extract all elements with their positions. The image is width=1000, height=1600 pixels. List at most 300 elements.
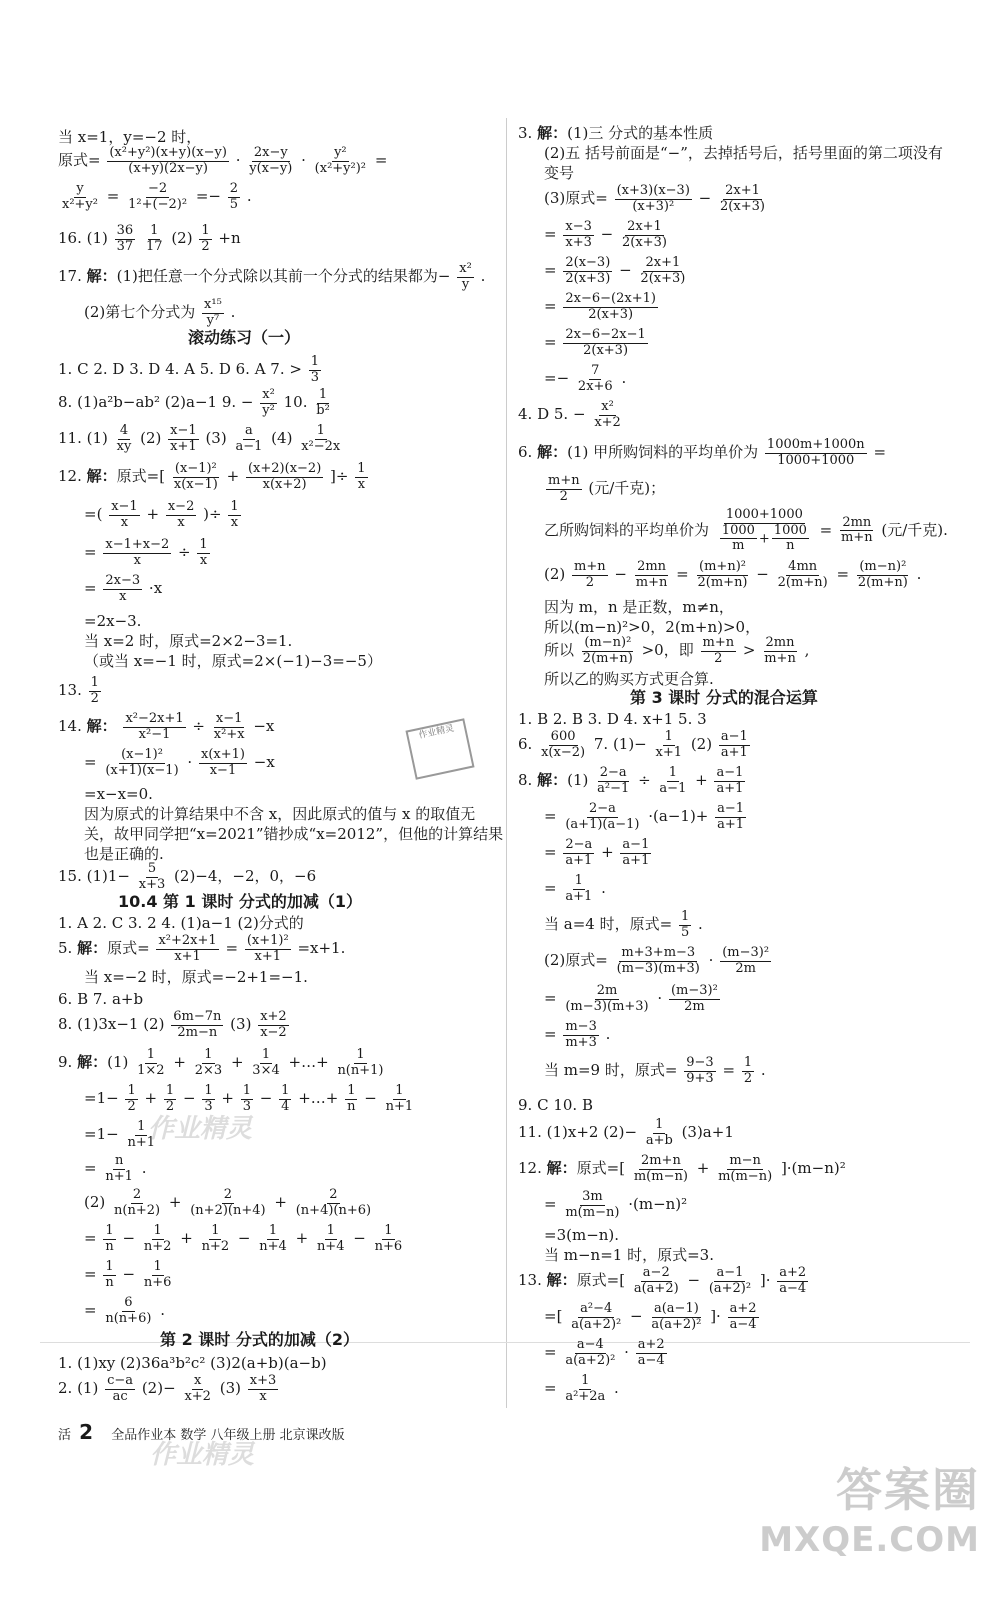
text: 6. <box>518 443 533 462</box>
text: 13. <box>518 1271 542 1290</box>
text: = <box>544 1025 557 1044</box>
answer-row <box>518 730 752 760</box>
text: 1. C 2. D 3. D 4. A 5. D 6. A 7. > <box>58 360 302 379</box>
text: . <box>601 879 606 898</box>
denominator: n <box>347 1098 356 1114</box>
text: 17. <box>58 267 82 286</box>
text: = <box>544 333 557 352</box>
text: (3) <box>230 1015 252 1034</box>
numerator: (m−n)² <box>859 559 907 574</box>
denominator: a−1 <box>235 438 263 454</box>
text: − <box>614 565 627 584</box>
watermark: 作业精灵 <box>148 1114 253 1144</box>
text: = <box>544 989 557 1008</box>
numerator: 2m+n <box>640 1153 681 1168</box>
text: . <box>621 369 627 388</box>
text: + <box>180 1229 193 1248</box>
denominator: x²+y² <box>62 196 98 212</box>
fraction <box>563 292 658 322</box>
denominator: a(a+2)² <box>651 1316 702 1332</box>
fraction <box>576 364 615 394</box>
fraction <box>720 524 757 554</box>
numerator: 1 <box>316 423 325 438</box>
numerator: 2−a <box>599 765 627 780</box>
numerator: 1 <box>90 675 99 690</box>
denominator: a+1 <box>717 816 745 832</box>
line <box>58 182 252 212</box>
numerator: m+n <box>548 473 580 488</box>
numerator: 2 <box>229 181 239 196</box>
text: = <box>106 187 120 206</box>
fraction <box>168 424 199 454</box>
text: − <box>364 1089 377 1108</box>
solution-label: 解： <box>77 939 108 958</box>
line <box>544 1374 619 1404</box>
numerator: x(x+1) <box>200 747 245 762</box>
text: 原式= <box>107 939 150 958</box>
denominator: 1000+1000 <box>777 452 855 468</box>
denominator: a(a+2) <box>633 1280 679 1296</box>
numerator: 1 <box>137 1119 146 1134</box>
text: = <box>544 297 557 316</box>
text: . <box>141 1159 147 1178</box>
text: + <box>173 1053 186 1072</box>
numerator: 9−3 <box>686 1055 714 1070</box>
line <box>544 256 689 286</box>
numerator: x+2 <box>260 1009 287 1024</box>
text: 原式=[ <box>576 1159 626 1178</box>
line: 也是正确的. <box>84 845 164 863</box>
denominator: 1²+(−2)² <box>128 196 188 212</box>
fraction <box>765 438 867 468</box>
text: + <box>226 467 240 486</box>
fraction <box>636 1338 667 1368</box>
numerator: a−1 <box>720 729 748 744</box>
numerator: 2x−3 <box>105 573 141 588</box>
corner-watermark <box>759 1454 980 1560</box>
denominator: 2m <box>735 960 756 976</box>
line <box>84 1260 175 1290</box>
numerator: 3m <box>582 1189 603 1204</box>
fraction <box>720 946 771 976</box>
numerator: (m−3)² <box>670 983 718 998</box>
denominator: 9+3 <box>686 1070 714 1086</box>
denominator: x+1 <box>655 744 683 760</box>
fraction <box>197 538 209 568</box>
line <box>544 802 748 832</box>
line <box>544 1190 687 1220</box>
fraction <box>654 730 685 760</box>
denominator: 37 <box>116 238 134 254</box>
numerator: 1 <box>664 729 673 744</box>
text: 乙所购饲料的平均单价为 <box>544 520 710 539</box>
numerator: (x²+y²)(x+y)(x−y) <box>109 145 227 160</box>
denominator: 2(m+n) <box>777 574 828 590</box>
line <box>544 1338 669 1368</box>
text: ]· <box>759 1271 771 1290</box>
answer-row <box>58 1374 280 1404</box>
denominator: x <box>119 588 127 604</box>
text: 13. <box>58 681 82 700</box>
denominator: x+3 <box>565 234 592 250</box>
numerator: 1 <box>153 1223 162 1238</box>
numerator: a+2 <box>729 1301 757 1316</box>
text: ]·(m−n)² <box>780 1159 846 1178</box>
text: + <box>168 1193 182 1212</box>
line <box>84 1188 375 1218</box>
denominator: 2(x+3) <box>565 270 611 286</box>
text: (2)原式= <box>544 951 608 970</box>
numerator: −2 <box>148 181 168 196</box>
text: ·(a−1)+ <box>648 807 709 826</box>
fraction <box>715 802 746 832</box>
section-title: 滚动练习（一） <box>188 328 301 347</box>
denominator: x−1 <box>209 762 237 778</box>
section-title: 第 2 课时 分式的加减（2） <box>160 1330 359 1349</box>
denominator: xy <box>116 438 132 454</box>
text: (2)第七个分式为 <box>84 303 196 322</box>
text: (1)三 分式的基本性质 <box>567 124 714 142</box>
denominator: 2(m+n) <box>857 574 908 590</box>
numerator: a <box>245 423 253 438</box>
denominator: n+2 <box>201 1238 230 1254</box>
text: 原式= <box>58 151 101 170</box>
line <box>58 128 201 147</box>
numerator: n <box>114 1153 124 1168</box>
line <box>544 292 660 322</box>
denominator: x <box>120 514 129 530</box>
text: (3)a+1 <box>681 1123 734 1142</box>
text: −x <box>253 717 275 736</box>
text: · <box>708 951 714 970</box>
fraction <box>109 500 140 530</box>
denominator: y(x−y) <box>249 160 293 176</box>
numerator: a+2 <box>779 1265 807 1280</box>
numerator: 2 <box>329 1187 338 1202</box>
numerator: x² <box>262 387 275 402</box>
fraction <box>166 500 197 530</box>
text: + <box>274 1193 287 1212</box>
fraction <box>258 1010 289 1040</box>
text: (4) <box>271 429 293 448</box>
text: − <box>182 1089 196 1108</box>
fraction <box>105 1374 135 1404</box>
numerator: (x−1)² <box>174 461 217 476</box>
denominator: 2(x+3) <box>640 270 686 286</box>
text: (2) <box>544 565 566 584</box>
text: = <box>544 879 557 898</box>
answer-16 <box>58 224 241 254</box>
denominator: n(n+2) <box>114 1202 161 1218</box>
text: = <box>84 579 97 598</box>
denominator: x²+x <box>213 726 245 742</box>
denominator: 2(m+n) <box>582 650 633 666</box>
numerator: 2−a <box>588 801 616 816</box>
text: (2)− <box>141 1379 176 1398</box>
fraction <box>279 1084 291 1114</box>
text: − <box>687 1271 701 1290</box>
line <box>544 910 703 940</box>
text: =1− <box>84 1089 119 1108</box>
denominator: a+1 <box>622 852 650 868</box>
text: . <box>698 915 703 934</box>
text: )÷ <box>203 505 222 524</box>
solution-label: 解： <box>546 1271 577 1290</box>
line <box>84 1154 146 1184</box>
numerator: m−n <box>729 1153 761 1168</box>
text: = <box>722 1061 736 1080</box>
line: =2x−3. <box>84 612 142 630</box>
line: 变号 <box>544 164 575 182</box>
fraction <box>563 328 647 358</box>
denominator: n <box>786 538 795 554</box>
denominator: 3×4 <box>252 1062 280 1078</box>
text: =[ <box>544 1307 563 1326</box>
answer-row <box>518 1118 734 1148</box>
text: 2. (1) <box>58 1379 99 1398</box>
numerator: 2m <box>596 983 618 998</box>
fraction <box>233 424 264 454</box>
line <box>544 220 671 250</box>
numerator: 4 <box>119 423 129 438</box>
fraction <box>762 636 798 666</box>
denominator: (a+2)² <box>708 1280 752 1296</box>
text: (3) <box>205 429 227 448</box>
line <box>544 364 626 394</box>
text: 8. <box>518 771 533 790</box>
numerator: 1 <box>201 223 210 238</box>
text: · <box>657 989 663 1008</box>
denominator: x+1 <box>254 948 281 964</box>
denominator: (a+1)(a−1) <box>565 816 640 832</box>
numerator: (m−3)² <box>722 945 770 960</box>
numerator: 1 <box>127 1083 136 1098</box>
text: = <box>544 807 557 826</box>
denominator: 2 <box>585 574 594 590</box>
line: 所以(m−n)²>0，2(m+n)>0， <box>544 618 761 636</box>
fraction <box>144 224 165 254</box>
text: (元/千克). <box>881 520 948 539</box>
denominator: 2 <box>201 238 210 254</box>
text: +n <box>218 229 241 248</box>
denominator: m+n <box>635 574 668 590</box>
denominator: (x+y)(2x−y) <box>128 160 208 176</box>
denominator: b² <box>316 402 330 418</box>
denominator: x+2 <box>184 1388 211 1404</box>
denominator: 5 <box>680 924 690 940</box>
denominator: m(m−n) <box>633 1168 688 1184</box>
line <box>84 500 243 530</box>
text: = <box>84 753 97 772</box>
fraction <box>679 910 691 940</box>
numerator: 7 <box>591 363 600 378</box>
stamp-text: 作业精灵 <box>417 723 456 742</box>
denominator: y² <box>262 402 275 418</box>
denominator: 3 <box>242 1098 252 1114</box>
text: +…+ <box>288 1053 329 1072</box>
line <box>544 984 722 1014</box>
numerator: a−1 <box>716 765 744 780</box>
numerator: x²−2x+1 <box>125 711 184 726</box>
fraction <box>315 1224 347 1254</box>
numerator: 1000 <box>721 522 755 538</box>
answer-12 <box>518 1154 846 1184</box>
text: ]· <box>710 1307 721 1326</box>
fraction <box>142 1224 174 1254</box>
line: 当 x=2 时，原式=2×2−3=1. <box>84 632 293 650</box>
solution-label: 解： <box>537 124 568 142</box>
fraction <box>728 1302 759 1332</box>
line <box>544 508 948 554</box>
denominator: 3 <box>204 1098 213 1114</box>
denominator: n+6 <box>374 1238 403 1254</box>
fraction <box>632 1154 690 1184</box>
fraction <box>135 1048 166 1078</box>
fraction <box>314 388 332 418</box>
answer-3 <box>518 124 713 143</box>
denominator: a−4 <box>637 1352 665 1368</box>
solution-label: 解： <box>537 771 568 790</box>
answer-row: 1. B 2. B 3. D 4. x+1 5. 3 <box>518 710 707 728</box>
text: >0，即 <box>641 641 694 660</box>
fraction <box>742 1056 754 1086</box>
fraction <box>199 748 247 778</box>
fraction <box>103 1296 153 1326</box>
numerator: x−2 <box>167 499 195 514</box>
text: (元/千克)； <box>588 479 666 498</box>
line <box>58 146 387 176</box>
numerator: 2mn <box>637 559 667 574</box>
fraction <box>245 934 291 964</box>
answer-row <box>58 388 334 418</box>
fraction <box>718 184 767 214</box>
line <box>544 328 650 358</box>
line <box>84 748 275 778</box>
text: . <box>605 1025 611 1044</box>
denominator: x(x−2) <box>541 744 586 760</box>
fraction <box>103 1260 115 1290</box>
text: − <box>122 1229 136 1248</box>
text: = <box>544 843 557 862</box>
line: 当 m−n=1 时，原式=3. <box>544 1246 714 1264</box>
numerator: 1 <box>230 499 239 514</box>
denominator: (n+4)(n+6) <box>295 1202 372 1218</box>
denominator: a²+2a <box>565 1388 606 1404</box>
fraction <box>569 1302 623 1332</box>
line: (2)五 括号前面是“−”，去掉括号后，括号里面的第二项没有 <box>544 144 943 162</box>
line: 因为原式的计算结果中不含 x，因此原式的值与 x 的取值无 <box>84 805 476 823</box>
numerator: 36 <box>116 223 134 238</box>
fraction <box>669 984 720 1014</box>
numerator: a(a−1) <box>653 1301 699 1316</box>
fraction <box>707 1266 753 1296</box>
denominator: a−4 <box>779 1280 807 1296</box>
text: (1) 甲所购饲料的平均单价为 <box>567 443 759 462</box>
text: · <box>624 1343 629 1362</box>
fraction <box>539 730 587 760</box>
line <box>84 538 212 568</box>
answer-9 <box>58 1048 388 1078</box>
fraction <box>112 1188 162 1218</box>
answer-row: 1. A 2. C 3. 2 4. (1)a−1 (2)分式的 <box>58 914 304 932</box>
solution-label: 解： <box>86 717 117 736</box>
numerator: 1 <box>743 1055 753 1070</box>
denominator: 2 <box>559 488 568 504</box>
line: 关，故甲同学把“x=2021”错抄成“x=2012”，但他的计算结果 <box>84 825 504 843</box>
text: 6. <box>518 735 533 754</box>
denominator: 2m <box>684 998 705 1014</box>
text: (1) <box>567 771 589 790</box>
denominator: m <box>732 538 745 554</box>
fraction <box>125 1084 137 1114</box>
answer-5 <box>58 934 345 964</box>
numerator: 2x−y <box>253 145 288 160</box>
text: · <box>187 753 193 772</box>
denominator: n+4 <box>259 1238 287 1254</box>
fraction <box>719 730 750 760</box>
denominator: a(a+2)² <box>571 1316 622 1332</box>
denominator: 2 <box>743 1070 753 1086</box>
text: ·(m−n)² <box>628 1195 688 1214</box>
numerator: 1 <box>204 1083 213 1098</box>
fraction <box>373 1224 405 1254</box>
numerator: 2x+1 <box>627 219 662 234</box>
denominator: a²−1 <box>597 780 630 796</box>
line <box>544 838 653 868</box>
numerator: 1 <box>680 909 690 924</box>
text: + <box>696 1159 710 1178</box>
denominator: m(m−n) <box>718 1168 773 1184</box>
fraction <box>137 862 168 892</box>
denominator: n <box>105 1274 114 1290</box>
numerator: 2 <box>132 1187 142 1202</box>
numerator: x−1 <box>170 423 197 438</box>
answer-13 <box>58 676 103 706</box>
numerator: (x+1)² <box>246 933 289 948</box>
numerator: 1 <box>150 223 159 238</box>
text: = <box>374 151 388 170</box>
denominator: n(n+6) <box>105 1310 152 1326</box>
text: 12. <box>518 1159 542 1178</box>
answer-row: 6. B 7. a+b <box>58 990 144 1008</box>
denominator: m+3 <box>565 1034 597 1050</box>
line: 所以乙的购买方式更合算. <box>544 670 714 688</box>
denominator: 2(x+3) <box>588 306 634 322</box>
text: 14. <box>58 717 82 736</box>
denominator: 1×2 <box>137 1062 165 1078</box>
line <box>84 1296 165 1326</box>
denominator: (n+2)(n+4) <box>190 1202 266 1218</box>
denominator: a+1 <box>565 888 593 904</box>
numerator: (m+n)² <box>699 559 746 574</box>
fraction <box>563 802 641 832</box>
fraction <box>309 355 321 385</box>
numerator: m−3 <box>565 1019 597 1034</box>
numerator: 1000m+1000n <box>766 437 865 452</box>
answer-8 <box>518 766 747 796</box>
text: + <box>295 1229 309 1248</box>
numerator: 1 <box>204 1047 213 1062</box>
numerator: a−2 <box>642 1265 670 1280</box>
fraction <box>563 220 594 250</box>
solution-label: 解： <box>86 467 117 486</box>
denominator: x <box>230 514 239 530</box>
numerator: a−1 <box>717 801 745 816</box>
text: 当 x=1，y=−2 时， <box>58 128 202 146</box>
answer-row: 1. (1)xy (2)36a³b²c² (3)2(a+b)(a−b) <box>58 1354 327 1372</box>
fraction <box>250 1048 281 1078</box>
answer-row <box>518 400 625 430</box>
